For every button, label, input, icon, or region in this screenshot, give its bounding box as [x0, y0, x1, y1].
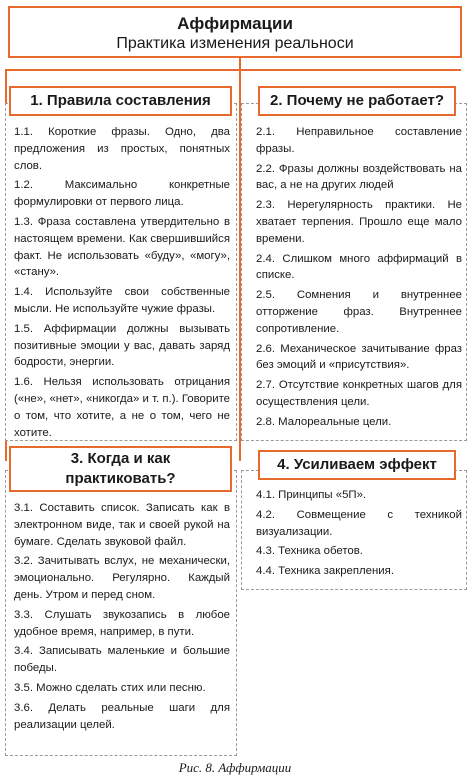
list-item: 3.5. Можно сделать стих или песню.	[14, 681, 206, 694]
section-4-heading	[258, 450, 456, 480]
title-box	[8, 6, 462, 58]
list-item: 3.2. Зачитывать вслух, не механически, эмоционально. Регулярно. Каждый день. Утром и перед сном.	[14, 555, 230, 601]
list-item: 3.1. Составить список. Записать как в электронном виде, так и своей рукой на бумаге. Сделать звуковой файл.	[14, 502, 230, 548]
list-item: 4.3. Техника обетов.	[256, 545, 363, 558]
list-item: 2.3. Нерегулярность практики. Не хватает терпения. Прошло еще мало времени.	[256, 199, 462, 245]
diagram-title: Аффирмации	[177, 14, 293, 33]
diagram-subtitle: Практика изменения реальноси	[116, 35, 354, 52]
section-4-heading-text: 4. Усиливаем эффект	[277, 456, 437, 473]
section-1-heading	[9, 86, 232, 116]
list-item: 2.8. Малореальные цели.	[256, 415, 392, 428]
list-item: 1.5. Аффирмации должны вызывать позитивные эмоции у вас, давать заряд бодрости, энергии.	[14, 322, 230, 369]
list-item: 4.4. Техника закрепления.	[256, 565, 394, 578]
list-item: 2.5. Сомнения и внутреннее отторжение фраз. Внутреннее сопротивление.	[256, 289, 462, 335]
list-item: 2.2. Фразы должны воздействовать на вас, а не на других людей	[256, 162, 462, 192]
list-item: 4.1. Принципы «5П».	[256, 489, 367, 501]
section-4-list	[256, 487, 462, 583]
section-2-heading	[258, 86, 456, 116]
list-item: 1.2. Максимально конкретные формулировки от первого лица.	[14, 179, 230, 209]
list-item: 3.4. Записывать маленькие и большие победы.	[14, 645, 230, 675]
section-2-heading-text: 2. Почему не работает?	[270, 92, 444, 109]
list-item: 1.1. Короткие фразы. Одно, два предложения из простых, понятных слов.	[14, 126, 230, 172]
list-item: 2.7. Отсутствие конкретных шагов для осуществления цели.	[256, 379, 462, 408]
list-item: 1.4. Используйте свои собственные мысли. Не используйте чужие фразы.	[14, 286, 230, 315]
section-1-list	[14, 124, 230, 444]
list-item: 2.6. Механическое зачитывание фраз без эмоций и «присутствия».	[256, 342, 462, 372]
section-3-heading	[9, 446, 232, 492]
section-1-heading-text: 1. Правила составления	[30, 92, 211, 109]
section-3-heading-text: 3. Когда и как практиковать?	[65, 450, 176, 487]
list-item: 2.4. Слишком много аффирмаций в списке.	[256, 252, 462, 282]
list-item: 1.3. Фраза составлена утвердительно в настоящем времени. Как свершившийся факт. Не использовать «буду», «могу», «стану».	[14, 215, 230, 279]
section-3-list	[14, 500, 230, 736]
figure-caption: Рис. 8. Аффирмации	[178, 760, 292, 775]
section-2-list	[256, 124, 462, 434]
list-item: 3.3. Слушать звукозапись в любое удобное время, например, в пути.	[14, 608, 230, 638]
list-item: 2.1. Неправильное составление фразы.	[256, 126, 462, 155]
list-item: 1.6. Нельзя использовать отрицания («не», «нет», «никогда» и т. п.). Говорите о том, что хотите, а не о том, чего не хотите.	[14, 376, 230, 439]
connector-horizontal	[5, 69, 461, 71]
list-item: 4.2. Совмещение с техникой визуализации.	[256, 508, 462, 538]
list-item: 3.6. Делать реальные шаги для реализации целей.	[14, 701, 230, 731]
